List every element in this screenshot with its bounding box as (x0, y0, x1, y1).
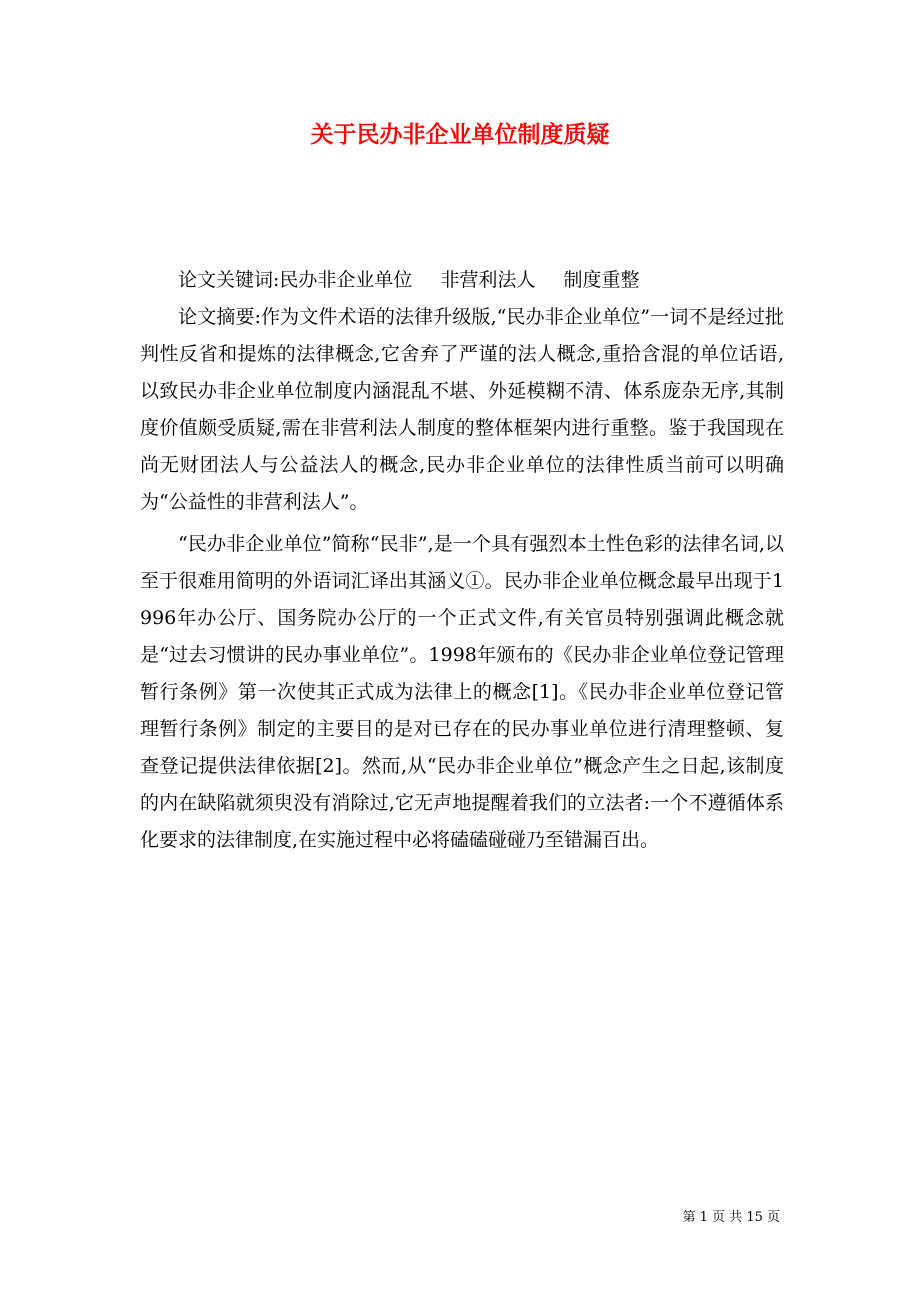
keywords-label: 论文关键词: (178, 269, 280, 291)
keyword-item: 民办非企业单位 (279, 269, 413, 291)
keywords-paragraph (140, 262, 784, 299)
document-body (140, 262, 784, 859)
keyword-item: 制度重整 (563, 269, 640, 291)
abstract-paragraph: 论文摘要:作为文件术语的法律升级版,“民办非企业单位”一词不是经过批判性反省和提炼的法律概念,它舍弃了严谨的法人概念,重拾含混的单位话语,以致民办非企业单位制度内涵混乱不堪、外延模糊不清、体系庞杂无序,其制度价值颇受质疑,需在非营利法人制度的整体框架内进行重整。鉴于我国现在尚无财团法人与公益法人的概念,民办非企业单位的法律性质当前可以明确为“公益性的非营利法人”。 (140, 306, 784, 513)
document-title: 关于民办非企业单位制度质疑 (310, 121, 610, 148)
page-number-footer: 第 1 页 共 15 页 (682, 1210, 780, 1225)
keyword-item: 非营利法人 (440, 269, 536, 291)
body-paragraph: “民办非企业单位”简称“民非”,是一个具有强烈本土性色彩的法律名词,以至于很难用简明的外语词汇译出其涵义①。民办非企业单位概念最早出现于1996年办公厅、国务院办公厅的一个正式文件,有关官员特别强调此概念就是“过去习惯讲的民办事业单位”。1998年颁布的《民办非企业单位登记管理暂行条例》第一次使其正式成为法律上的概念[1]。《民办非企业单位登记管理暂行条例》制定的主要目的是对已存在的民办事业单位进行清理整顿、复查登记提供法律依据[2]。然而,从“民办非企业单位”概念产生之日起,该制度的内在缺陷就须臾没有消除过,它无声地提醒着我们的立法者:一个不遵循体系化要求的法律制度,在实施过程中必将磕磕碰碰乃至错漏百出。 (140, 533, 784, 851)
